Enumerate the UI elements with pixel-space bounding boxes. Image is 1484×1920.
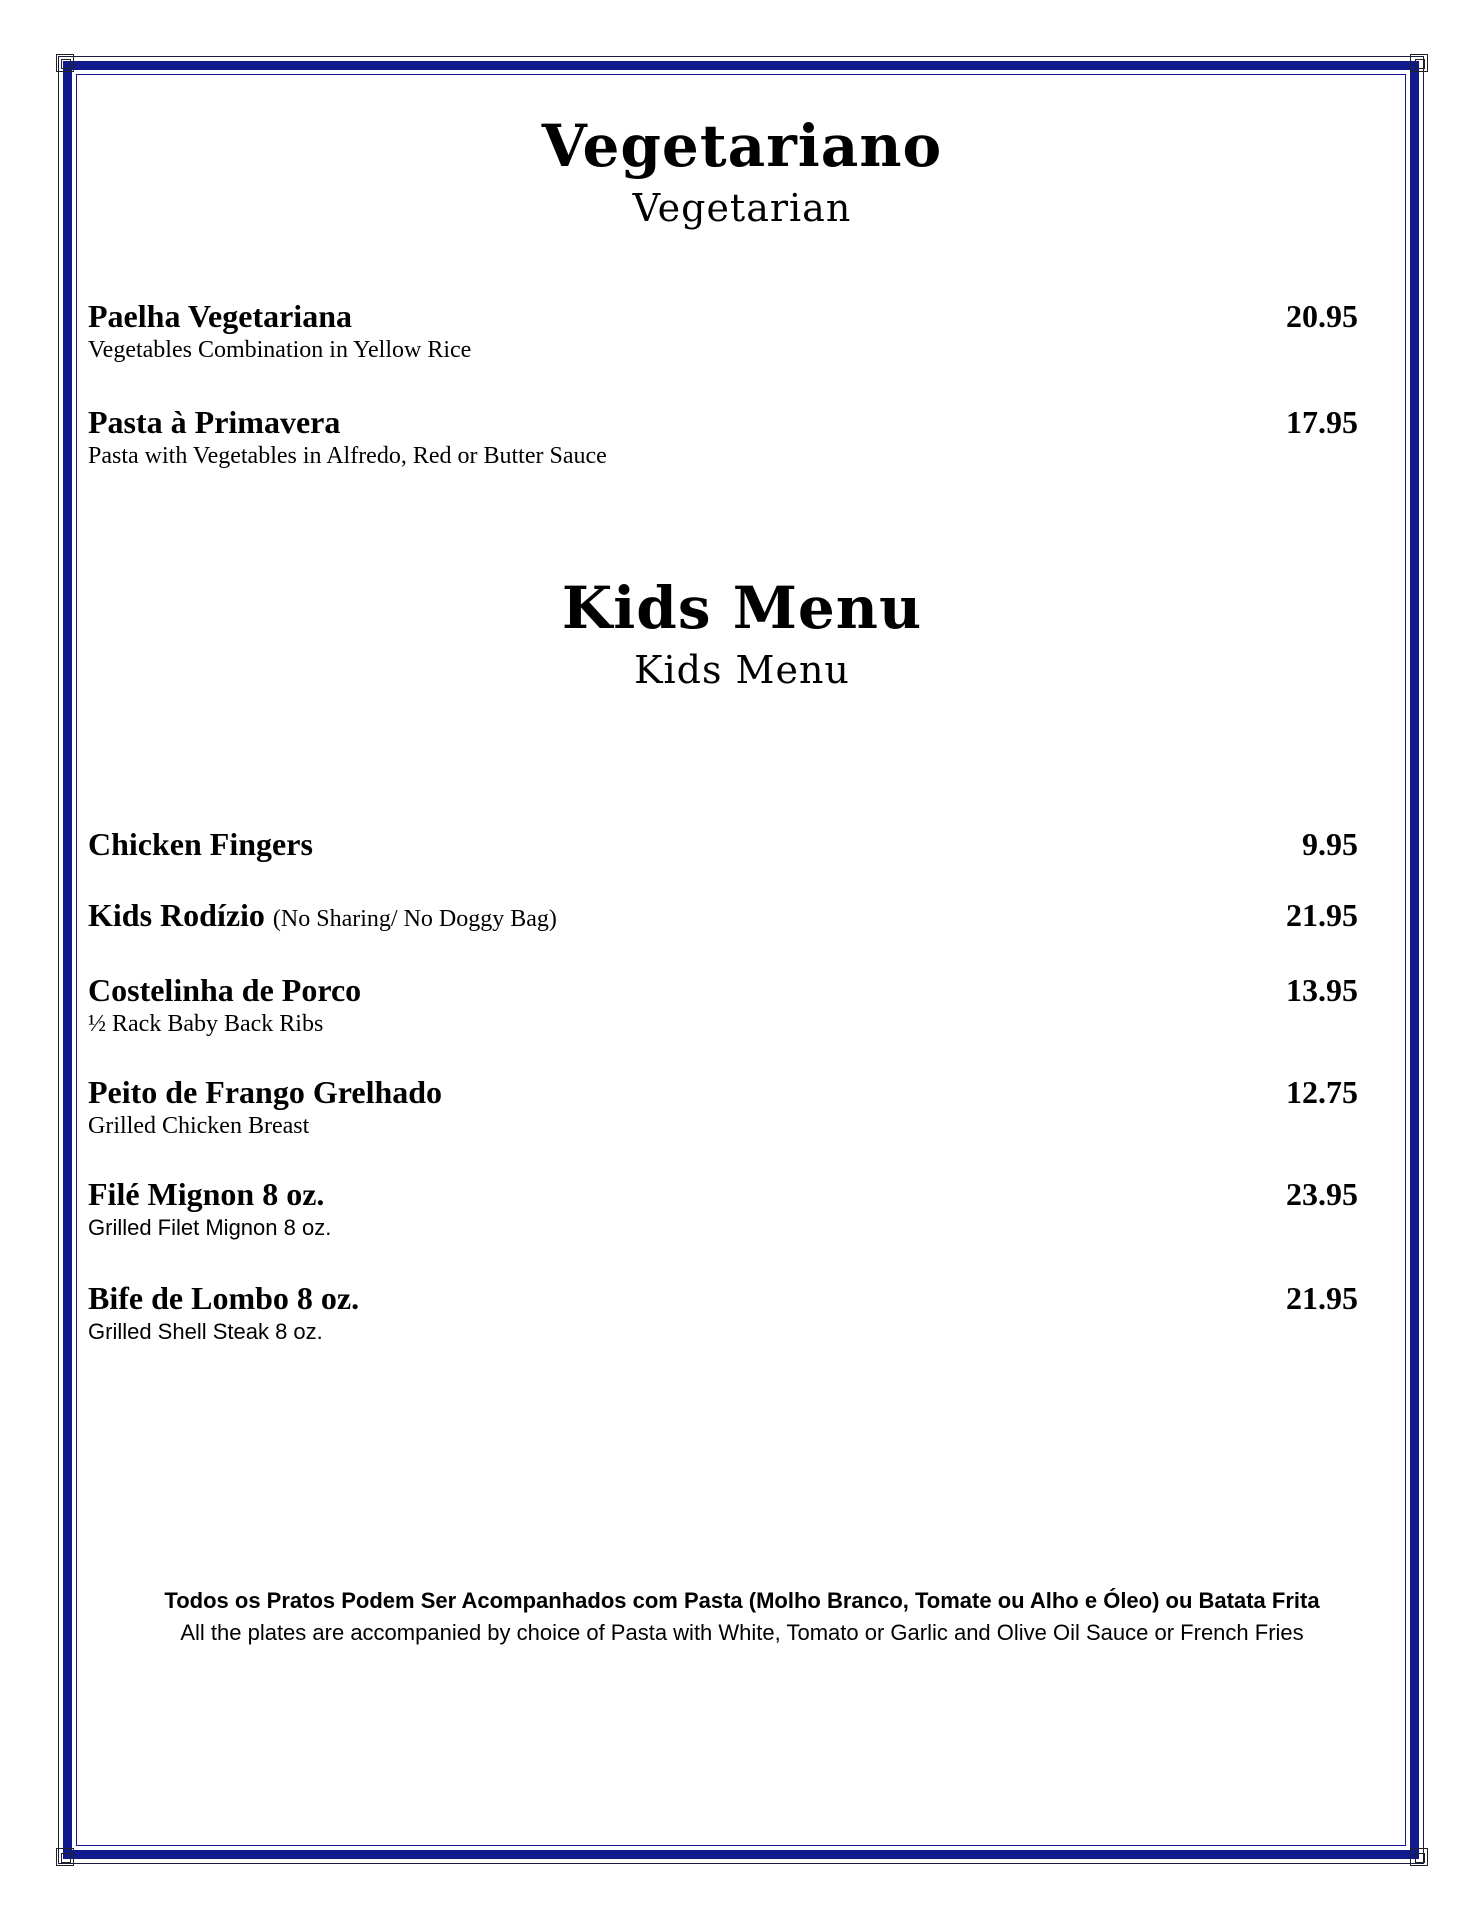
menu-item (88, 1176, 1358, 1241)
menu-item (88, 972, 1358, 1038)
menu-item (88, 298, 1358, 364)
item-name: Kids Rodízio (No Sharing/ No Doggy Bag) (88, 897, 557, 933)
item-description: Pasta with Vegetables in Alfredo, Red or Butter Sauce (88, 443, 607, 469)
item-name: Filé Mignon 8 oz. (88, 1176, 325, 1212)
item-name: Costelinha de Porco (88, 972, 362, 1008)
item-name: Paelha Vegetariana (88, 298, 352, 334)
item-description: Vegetables Combination in Yellow Rice (88, 337, 472, 363)
menu-item (88, 826, 1358, 863)
item-price: 13.95 (1286, 972, 1358, 1008)
menu-item (88, 404, 1358, 470)
item-description: Grilled Chicken Breast (88, 1113, 310, 1139)
corner-ornament-top-right (1410, 54, 1428, 72)
item-name: Pasta à Primavera (88, 404, 341, 440)
menu-item (88, 897, 1358, 934)
menu-item (88, 1280, 1358, 1345)
item-description: Grilled Filet Mignon 8 oz. (88, 1215, 332, 1240)
item-name: Peito de Frango Grelhado (88, 1074, 443, 1110)
menu-item (88, 1074, 1358, 1140)
item-price: 23.95 (1286, 1176, 1358, 1212)
item-note: (No Sharing/ No Doggy Bag) (272, 906, 557, 932)
corner-ornament-top-left (56, 54, 74, 72)
item-description: ½ Rack Baby Back Ribs (88, 1011, 324, 1037)
section-title-vegetariano: Vegetariano (541, 112, 943, 180)
item-description: Grilled Shell Steak 8 oz. (88, 1319, 323, 1344)
item-price: 17.95 (1286, 404, 1358, 440)
item-price: 20.95 (1286, 298, 1358, 334)
footer-note-portuguese: Todos os Pratos Podem Ser Acompanhados com Pasta (Molho Branco, Tomate ou Alho e Óleo) ou Batata Frita (164, 1588, 1320, 1613)
item-price: 21.95 (1286, 897, 1358, 933)
section-subtitle-vegetarian: Vegetarian (632, 186, 852, 230)
section-subtitle-kids-menu: Kids Menu (634, 648, 850, 692)
item-price: 12.75 (1286, 1074, 1358, 1110)
item-price: 21.95 (1286, 1280, 1358, 1316)
item-price: 9.95 (1302, 826, 1358, 862)
item-name: Chicken Fingers (88, 826, 313, 862)
item-name: Bife de Lombo 8 oz. (88, 1280, 360, 1316)
footer-note-english: All the plates are accompanied by choice of Pasta with White, Tomato or Garlic and Olive Oil Sauce or French Fries (180, 1620, 1304, 1645)
section-title-kids-menu: Kids Menu (561, 574, 923, 642)
corner-ornament-bottom-left (56, 1848, 74, 1866)
corner-ornament-bottom-right (1410, 1848, 1428, 1866)
